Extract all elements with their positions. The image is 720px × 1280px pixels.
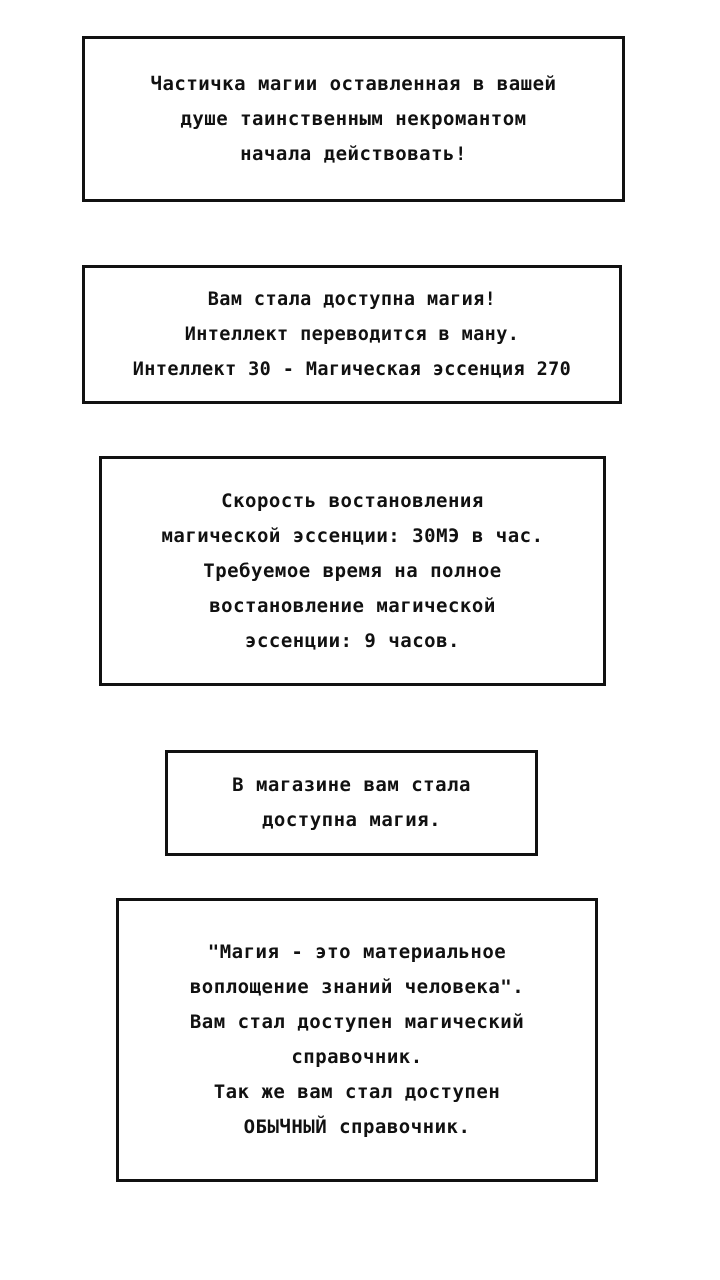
- system-message-magic-activation: [82, 36, 625, 202]
- message-line: эссенции: 9 часов.: [245, 629, 460, 652]
- message-line: Требуемое время на полное: [203, 559, 502, 582]
- message-line: Частичка магии оставленная в вашей: [150, 72, 557, 95]
- system-message-essence-regen: [99, 456, 606, 686]
- message-line: Интеллект 30 - Магическая эссенция 270: [132, 359, 572, 380]
- system-message-shop-magic: [165, 750, 538, 856]
- message-line: доступна магия.: [261, 809, 442, 831]
- message-line: "Магия - это материальное: [207, 941, 507, 963]
- system-message-handbook: [116, 898, 598, 1182]
- message-line: душе таинственным некромантом: [180, 107, 527, 130]
- message-line: Вам стал доступен магический: [189, 1011, 525, 1033]
- message-line: начала действовать!: [240, 142, 467, 165]
- message-line: Вам стала доступна магия!: [207, 289, 497, 310]
- message-line: В магазине вам стала: [232, 774, 471, 796]
- message-line: Скорость востановления: [221, 489, 484, 512]
- message-line: востановление магической: [209, 594, 496, 617]
- message-line: Так же вам стал доступен: [213, 1081, 501, 1103]
- system-message-magic-available: [82, 265, 622, 404]
- message-line: Интеллект переводится в ману.: [184, 324, 520, 345]
- message-line: воплощение знаний человека".: [189, 976, 525, 998]
- message-line: справочник.: [291, 1046, 423, 1068]
- message-line: магической эссенции: 30МЭ в час.: [161, 524, 544, 547]
- message-line: ОБЫЧНЫЙ справочник.: [243, 1116, 471, 1138]
